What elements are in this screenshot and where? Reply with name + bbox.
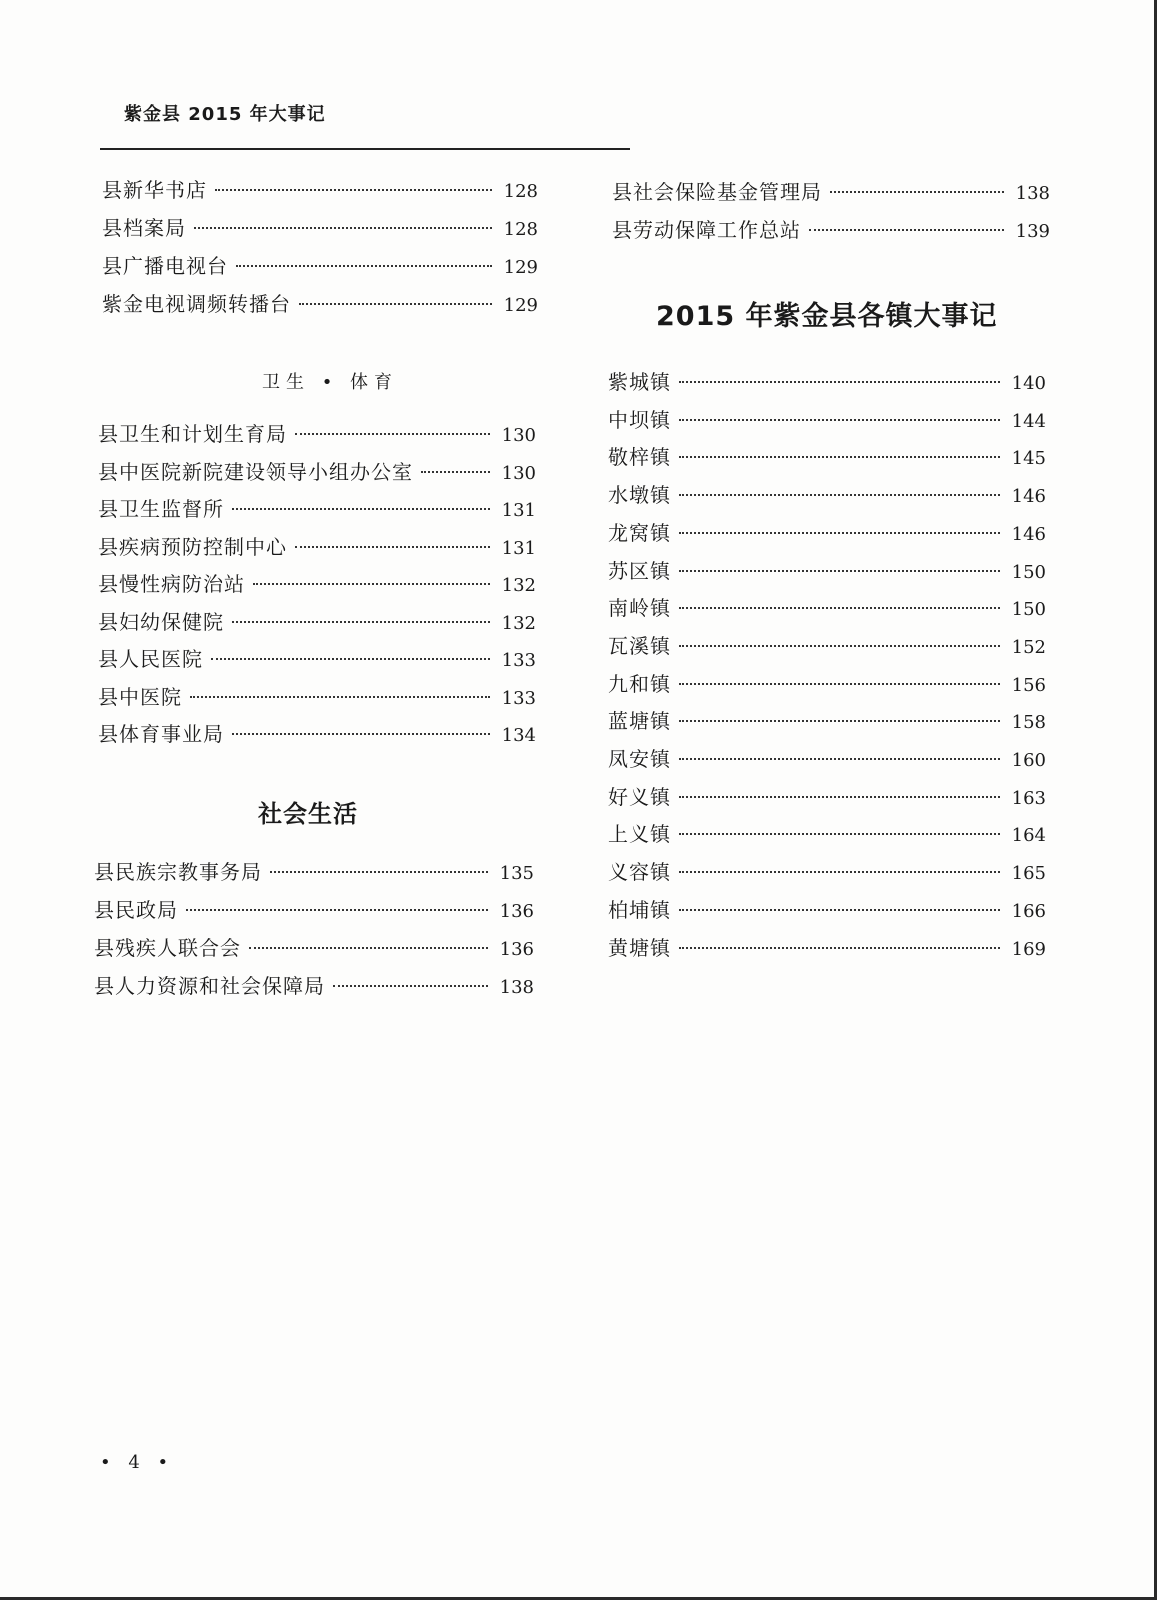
dot-leader — [232, 733, 490, 735]
toc-entry-label: 县新华书店 — [102, 178, 207, 202]
toc-entry-label: 县卫生和计划生育局 — [98, 422, 287, 446]
page-number: • 4 • — [100, 1452, 175, 1473]
toc-entry-page: 140 — [1011, 373, 1046, 394]
toc-entry — [608, 783, 1046, 811]
dot-leader — [679, 419, 1000, 421]
toc-entry-label: 县社会保险基金管理局 — [612, 180, 822, 204]
toc-entry-label: 瓦溪镇 — [608, 633, 671, 658]
toc-entry — [608, 745, 1046, 773]
toc-entry-label: 南岭镇 — [608, 596, 671, 621]
dot-leader — [679, 871, 1000, 873]
dot-leader — [679, 532, 1000, 534]
toc-entry-label: 水墩镇 — [608, 483, 671, 508]
toc-entry-label: 义容镇 — [608, 860, 671, 885]
toc-entry-page: 128 — [503, 219, 538, 240]
dot-leader — [421, 471, 490, 473]
toc-entry — [98, 420, 536, 448]
toc-entry-page: 158 — [1011, 712, 1046, 734]
dot-leader — [679, 720, 1000, 722]
toc-entry-page: 146 — [1011, 486, 1046, 508]
dot-leader — [186, 909, 488, 911]
dot-leader — [194, 227, 492, 229]
toc-entry — [98, 645, 536, 673]
toc-entry-label: 县慢性病防治站 — [98, 572, 245, 596]
toc-entry-page: 150 — [1011, 561, 1046, 583]
dot-leader — [236, 265, 492, 267]
toc-entry-page: 128 — [503, 181, 538, 202]
toc-entry-page: 156 — [1011, 674, 1046, 696]
health-sports-subhead: 卫生 • 体育 — [262, 372, 399, 393]
toc-entry-page: 136 — [499, 939, 534, 960]
toc-entry-page: 164 — [1011, 825, 1046, 847]
dot-leader — [679, 456, 1000, 458]
toc-entry — [102, 290, 538, 318]
toc-entry — [608, 443, 1046, 471]
toc-entry-page: 139 — [1015, 221, 1050, 242]
toc-entry-page: 145 — [1011, 448, 1046, 470]
dot-leader — [249, 947, 488, 949]
header-rule — [100, 148, 630, 150]
toc-entry — [608, 896, 1046, 924]
dot-leader — [679, 607, 1000, 609]
toc-entry-page: 134 — [501, 725, 536, 746]
toc-entry-page: 129 — [503, 295, 538, 316]
toc-entry-page: 135 — [499, 863, 534, 884]
toc-entry-label: 县疾病预防控制中心 — [98, 534, 287, 559]
toc-entry-label: 县民族宗教事务局 — [94, 860, 262, 884]
toc-entry-label: 苏区镇 — [608, 558, 671, 583]
dot-leader — [679, 758, 1000, 760]
toc-entry-label: 紫金电视调频转播台 — [102, 292, 291, 316]
toc-entry-page: 150 — [1011, 599, 1046, 621]
toc-entry — [608, 557, 1046, 585]
toc-entry — [98, 570, 536, 598]
toc-entry-label: 紫城镇 — [608, 370, 671, 394]
dot-leader — [190, 696, 490, 698]
toc-entry-label: 县档案局 — [102, 216, 186, 240]
dot-leader — [333, 985, 488, 987]
toc-entry-page: 165 — [1011, 863, 1046, 885]
dot-leader — [295, 433, 490, 435]
dot-leader — [232, 508, 490, 510]
toc-entry — [608, 858, 1046, 886]
dot-leader — [211, 658, 490, 660]
dot-leader — [215, 189, 492, 191]
toc-entry — [608, 594, 1046, 622]
toc-entry-label: 龙窝镇 — [608, 520, 671, 545]
toc-entry-page: 152 — [1011, 636, 1046, 658]
toc-entry-page: 131 — [501, 537, 536, 559]
toc-entry — [608, 670, 1046, 698]
toc-entry-page: 130 — [501, 462, 536, 484]
dot-leader — [679, 683, 1000, 685]
toc-entry — [102, 214, 538, 242]
social-life-title: 社会生活 — [258, 800, 358, 828]
toc-entry-page: 138 — [1015, 183, 1050, 204]
dot-leader — [295, 546, 490, 548]
dot-leader — [830, 191, 1004, 193]
dot-leader — [679, 833, 1000, 835]
toc-entry — [608, 481, 1046, 509]
toc-entry — [98, 608, 536, 636]
toc-entry-label: 县残疾人联合会 — [94, 936, 241, 960]
toc-entry-label: 黄塘镇 — [608, 935, 671, 960]
toc-entry-label: 县妇幼保健院 — [98, 609, 224, 634]
towns-title: 2015 年紫金县各镇大事记 — [656, 301, 998, 332]
toc-entry-label: 蓝塘镇 — [608, 709, 671, 734]
toc-entry — [608, 632, 1046, 660]
toc-entry-page: 166 — [1011, 900, 1046, 922]
dot-leader — [679, 570, 1000, 572]
toc-entry-label: 县中医院新院建设领导小组办公室 — [98, 459, 413, 484]
toc-entry-page: 169 — [1011, 938, 1046, 960]
dot-leader — [253, 583, 490, 585]
toc-entry — [94, 858, 534, 886]
dot-leader — [809, 229, 1004, 231]
toc-entry-label: 县中医院 — [98, 684, 182, 709]
toc-entry-label: 县劳动保障工作总站 — [612, 218, 801, 242]
toc-entry-page: 160 — [1011, 750, 1046, 771]
toc-entry — [608, 519, 1046, 547]
toc-entry-label: 凤安镇 — [608, 747, 671, 771]
toc-entry — [94, 972, 534, 1000]
toc-entry — [94, 896, 534, 924]
toc-entry-page: 146 — [1011, 523, 1046, 545]
dot-leader — [679, 494, 1000, 496]
dot-leader — [679, 381, 1000, 383]
toc-entry-label: 县体育事业局 — [98, 722, 224, 746]
toc-entry-label: 县广播电视台 — [102, 254, 228, 278]
toc-entry-page: 133 — [501, 650, 536, 671]
toc-entry-page: 132 — [501, 575, 536, 596]
dot-leader — [679, 947, 1000, 949]
dot-leader — [679, 909, 1000, 911]
toc-entry — [98, 495, 536, 523]
toc-entry-page: 163 — [1011, 787, 1046, 809]
dot-leader — [299, 303, 492, 305]
toc-entry — [608, 707, 1046, 735]
toc-entry — [98, 720, 536, 748]
toc-entry — [608, 406, 1046, 434]
toc-entry-label: 县民政局 — [94, 898, 178, 922]
toc-entry-label: 上义镇 — [608, 822, 671, 847]
toc-entry-page: 138 — [499, 977, 534, 998]
toc-entry — [98, 683, 536, 711]
toc-entry-page: 136 — [499, 901, 534, 922]
toc-entry — [608, 934, 1046, 962]
toc-entry — [98, 533, 536, 561]
dot-leader — [679, 796, 1000, 798]
toc-entry-page: 133 — [501, 687, 536, 709]
toc-entry-label: 敬梓镇 — [608, 445, 671, 470]
toc-entry — [612, 216, 1050, 244]
toc-entry-page: 131 — [501, 500, 536, 521]
toc-entry — [608, 820, 1046, 848]
toc-entry — [98, 458, 536, 486]
toc-entry-label: 县卫生监督所 — [98, 497, 224, 521]
toc-entry — [102, 252, 538, 280]
toc-entry — [612, 178, 1050, 206]
toc-entry-label: 中坝镇 — [608, 407, 671, 432]
dot-leader — [679, 645, 1000, 647]
running-head: 紫金县 2015 年大事记 — [124, 104, 326, 125]
toc-entry — [94, 934, 534, 962]
dot-leader — [232, 621, 490, 623]
toc-entry-page: 144 — [1011, 410, 1046, 432]
toc-entry-page: 130 — [501, 425, 536, 446]
toc-entry-label: 县人民医院 — [98, 647, 203, 671]
toc-entry-page: 132 — [501, 612, 536, 634]
toc-entry — [608, 368, 1046, 396]
toc-entry-label: 柏埔镇 — [608, 897, 671, 922]
toc-entry — [102, 176, 538, 204]
toc-entry-label: 好义镇 — [608, 784, 671, 809]
toc-entry-label: 九和镇 — [608, 671, 671, 696]
toc-entry-label: 县人力资源和社会保障局 — [94, 974, 325, 998]
toc-entry-page: 129 — [503, 257, 538, 278]
dot-leader — [270, 871, 488, 873]
